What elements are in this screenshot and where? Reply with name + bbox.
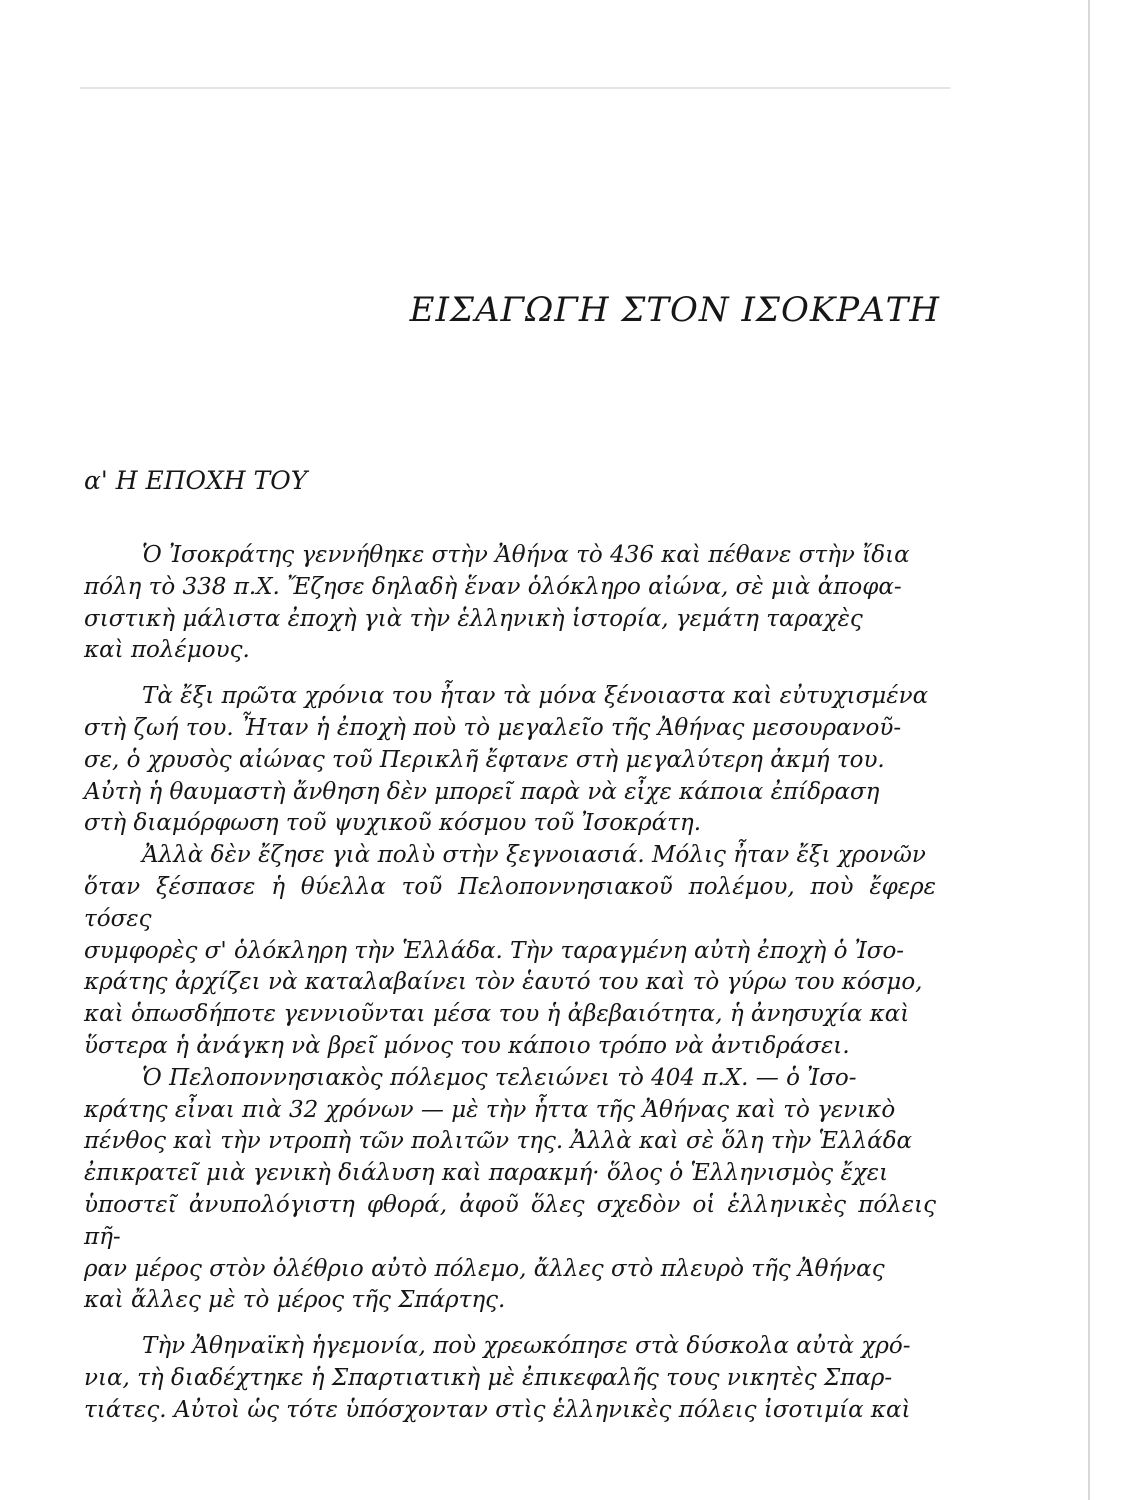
paragraph-5 — [84, 1331, 936, 1426]
page-edge-shadow — [1088, 0, 1090, 1500]
text-line: ἐπικρατεῖ μιὰ γενικὴ διάλυση καὶ παρακμή· ὅλος ὁ Ἑλληνισμὸς ἔχει — [84, 1160, 889, 1187]
text-line: στὴ διαμόρφωση τοῦ ψυχικοῦ κόσμου τοῦ Ἰσοκράτη. — [84, 810, 702, 837]
text-line: νια, τὴ διαδέχτηκε ἡ Σπαρτιατικὴ μὲ ἐπικεφαλῆς τους νικητὲς Σπαρ- — [84, 1364, 893, 1391]
paragraph-1 — [84, 540, 936, 667]
text-line: πόλη τὸ 338 π.Χ. Ἔζησε δηλαδὴ ἕναν ὁλόκληρο αἰώνα, σὲ μιὰ ἀποφα- — [84, 573, 902, 600]
text-line: κράτης ἀρχίζει νὰ καταλαβαίνει τὸν ἑαυτό του καὶ τὸ γύρω του κόσμο, — [84, 969, 923, 996]
paragraph-3 — [84, 840, 936, 1063]
text-line: σιστικὴ μάλιστα ἐποχὴ γιὰ τὴν ἑλληνικὴ ἱστορία, γεμάτη ταραχὲς — [84, 605, 863, 632]
text-line: συμφορὲς σ' ὁλόκληρη τὴν Ἑλλάδα. Τὴν ταραγμένη αὐτὴ ἐποχὴ ὁ Ἰσο- — [84, 937, 905, 964]
text-line: καὶ ἄλλες μὲ τὸ μέρος τῆς Σπάρτης. — [84, 1287, 506, 1314]
text-line: Αὐτὴ ἡ θαυμαστὴ ἄνθηση δὲν μπορεῖ παρὰ νὰ εἶχε κάποια ἐπίδραση — [84, 778, 880, 805]
text-line: πένθος καὶ τὴν ντροπὴ τῶν πολιτῶν της. Ἀλλὰ καὶ σὲ ὅλη τὴν Ἑλλάδα — [84, 1128, 913, 1155]
text-line: Ὁ Πελοποννησιακὸς πόλεμος τελειώνει τὸ 404 π.Χ. — ὁ Ἰσο- — [142, 1064, 857, 1091]
text-line: καὶ πολέμους. — [84, 637, 250, 664]
text-line: Ὁ Ἰσοκράτης γεννήθηκε στὴν Ἀθήνα τὸ 436 καὶ πέθανε στὴν ἴδια — [142, 542, 910, 568]
bleed-through-header — [80, 60, 950, 89]
text-line: σε, ὁ χρυσὸς αἰώνας τοῦ Περικλῆ ἔφτανε στὴ μεγαλύτερη ἀκμή του. — [84, 746, 885, 773]
paragraph-2 — [84, 681, 936, 840]
paragraph-4 — [84, 1063, 936, 1317]
body-text — [84, 540, 936, 1441]
section-heading: α' Η ΕΠΟΧΗ ΤΟΥ — [84, 466, 308, 495]
bleed-through-line — [80, 89, 950, 119]
text-line: στὴ ζωή του. Ἦταν ἡ ἐποχὴ ποὺ τὸ μεγαλεῖο τῆς Ἀθήνας μεσουρανοῦ- — [84, 714, 902, 741]
page-title: ΕΙΣΑΓΩΓΗ ΣΤΟΝ ΙΣΟΚΡΑΤΗ — [409, 290, 940, 330]
text-line: ὅταν ξέσπασε ἡ θύελλα τοῦ Πελοποννησιακοῦ πολέμου, ποὺ ἔφερε τόσες — [84, 873, 936, 932]
text-line: ὑποστεῖ ἀνυπολόγιστη φθορά, ἀφοῦ ὅλες σχεδὸν οἱ ἑλληνικὲς πόλεις πῆ- — [84, 1191, 936, 1250]
text-line: κράτης εἶναι πιὰ 32 χρόνων — μὲ τὴν ἧττα τῆς Ἀθήνας καὶ τὸ γενικὸ — [84, 1096, 896, 1123]
text-line: Τὰ ἔξι πρῶτα χρόνια του ἦταν τὰ μόνα ξένοιαστα καὶ εὐτυχισμένα — [142, 683, 929, 710]
text-line: καὶ ὁπωσδήποτε γεννιοῦνται μέσα του ἡ ἀβεβαιότητα, ἡ ἀνησυχία καὶ — [84, 1001, 910, 1028]
text-line: Τὴν Ἀθηναϊκὴ ἡγεμονία, ποὺ χρεωκόπησε στὰ δύσκολα αὐτὰ χρό- — [142, 1333, 911, 1360]
text-line: ραν μέρος στὸν ὀλέθριο αὐτὸ πόλεμο, ἄλλες στὸ πλευρὸ τῆς Ἀθήνας — [84, 1255, 885, 1282]
text-line: ὕστερα ἡ ἀνάγκη νὰ βρεῖ μόνος του κάποιο τρόπο νὰ ἀντιδράσει. — [84, 1032, 850, 1059]
text-line: Ἀλλὰ δὲν ἔζησε γιὰ πολὺ στὴν ξεγνοιασιά. Μόλις ἦταν ἔξι χρονῶν — [142, 842, 926, 869]
text-line: τιάτες. Αὐτοὶ ὡς τότε ὑπόσχονταν στὶς ἑλληνικὲς πόλεις ἰσοτιμία καὶ — [84, 1396, 911, 1423]
